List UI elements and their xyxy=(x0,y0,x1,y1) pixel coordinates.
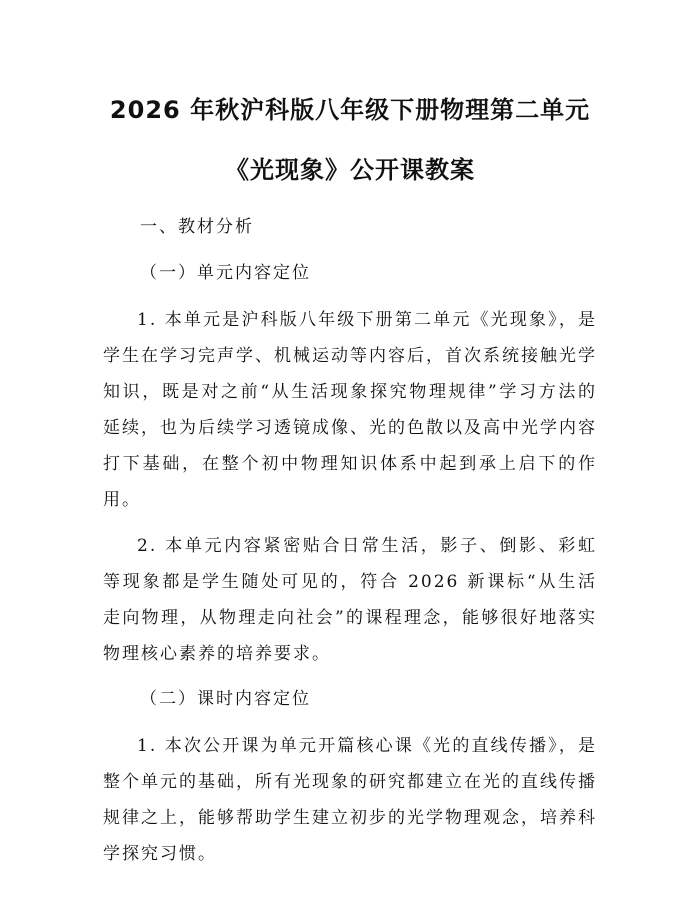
title-line-2: 《光现象》公开课教案 xyxy=(225,156,475,184)
paragraph-lesson-1: 1. 本次公开课为单元开篇核心课《光的直线传播》，是整个单元的基础，所有光现象的研究都建立在光的直线传播规律之上，能够帮助学生建立初步的光学物理观念，培养科学探究习惯。 xyxy=(103,736,597,864)
paragraph-unit-2: 2. 本单元内容紧密贴合日常生活，影子、倒影、彩虹等现象都是学生随处可见的，符合 2026 新课标“从生活走向物理，从物理走向社会”的课程理念，能够很好地落实物理核心素养的培养要求。 xyxy=(103,536,597,664)
title-line-1: 2026 年秋沪科版八年级下册物理第二单元 xyxy=(109,96,591,124)
paragraph-unit-1: 1. 本单元是沪科版八年级下册第二单元《光现象》，是学生在学习完声学、机械运动等内容后，首次系统接触光学知识，既是对之前“从生活现象探究物理规律”学习方法的延续，也为后续学习透镜成像、光的色散以及高中光学内容打下基础，在整个初中物理知识体系中起到承上启下的作用。 xyxy=(103,310,597,510)
section-heading-textbook-analysis: 一、教材分析 xyxy=(140,217,254,237)
subsection-heading-unit-position: （一）单元内容定位 xyxy=(140,263,311,283)
subsection-heading-lesson-position: （二）课时内容定位 xyxy=(140,689,311,709)
document-title xyxy=(103,80,597,200)
